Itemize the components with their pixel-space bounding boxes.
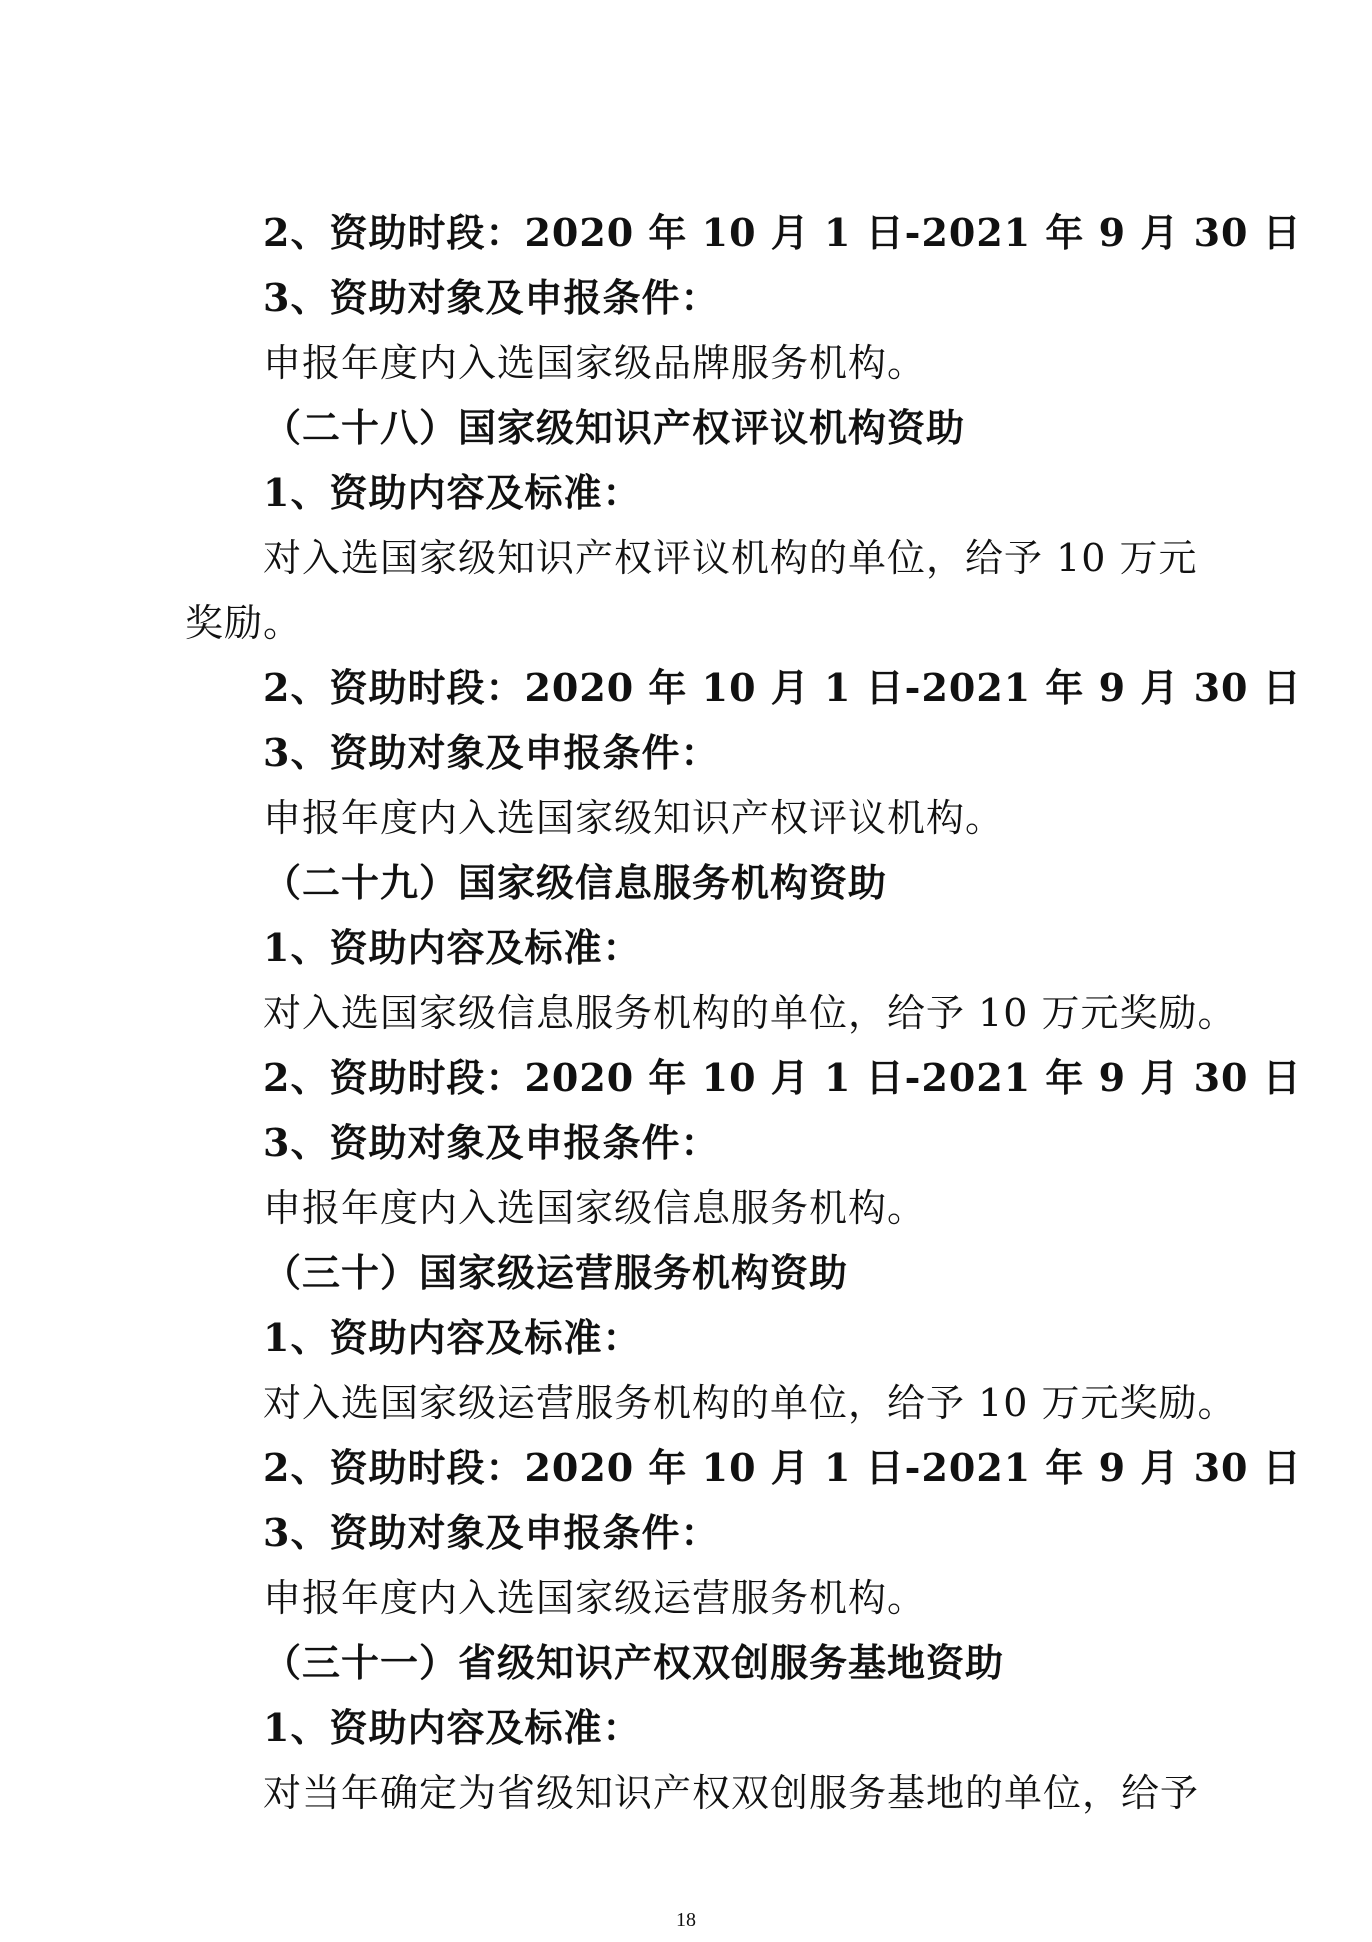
funding-period-line: 2、资助时段：2020 年 10 月 1 日-2021 年 9 月 30 日 (263, 1055, 1302, 1100)
body-text: 对当年确定为省级知识产权双创服务基地的单位，给予 (263, 1771, 1200, 1815)
content-standard-heading: 1、资助内容及标准： (263, 1705, 642, 1750)
section-heading-31: （三十一）省级知识产权双创服务基地资助 (263, 1640, 1005, 1685)
body-text: 对入选国家级信息服务机构的单位，给予 10 万元奖励。 (263, 991, 1237, 1035)
section-heading-29: （二十九）国家级信息服务机构资助 (263, 860, 888, 905)
section-heading-30: （三十）国家级运营服务机构资助 (263, 1250, 849, 1295)
content-standard-heading: 1、资助内容及标准： (263, 925, 642, 970)
eligibility-heading: 3、资助对象及申报条件： (263, 1510, 720, 1555)
body-text: 对入选国家级运营服务机构的单位，给予 10 万元奖励。 (263, 1381, 1237, 1425)
content-standard-heading: 1、资助内容及标准： (263, 1315, 642, 1360)
body-text: 申报年度内入选国家级运营服务机构。 (263, 1576, 927, 1620)
eligibility-heading: 3、资助对象及申报条件： (263, 730, 720, 775)
funding-period-line: 2、资助时段：2020 年 10 月 1 日-2021 年 9 月 30 日 (263, 1445, 1302, 1490)
section-heading-28: （二十八）国家级知识产权评议机构资助 (263, 405, 966, 450)
content-standard-heading: 1、资助内容及标准： (263, 470, 642, 515)
eligibility-heading: 3、资助对象及申报条件： (263, 275, 720, 320)
page-number: 18 (676, 1909, 696, 1931)
body-text: 申报年度内入选国家级品牌服务机构。 (263, 341, 927, 385)
funding-period-line: 2、资助时段：2020 年 10 月 1 日-2021 年 9 月 30 日 (263, 665, 1302, 710)
eligibility-heading: 3、资助对象及申报条件： (263, 1120, 720, 1165)
body-text-continuation: 奖励。 (185, 601, 303, 645)
body-text: 对入选国家级知识产权评议机构的单位，给予 10 万元 (263, 536, 1198, 580)
body-text: 申报年度内入选国家级信息服务机构。 (263, 1186, 927, 1230)
funding-period-line: 2、资助时段：2020 年 10 月 1 日-2021 年 9 月 30 日 (263, 210, 1302, 255)
body-text: 申报年度内入选国家级知识产权评议机构。 (263, 796, 1005, 840)
